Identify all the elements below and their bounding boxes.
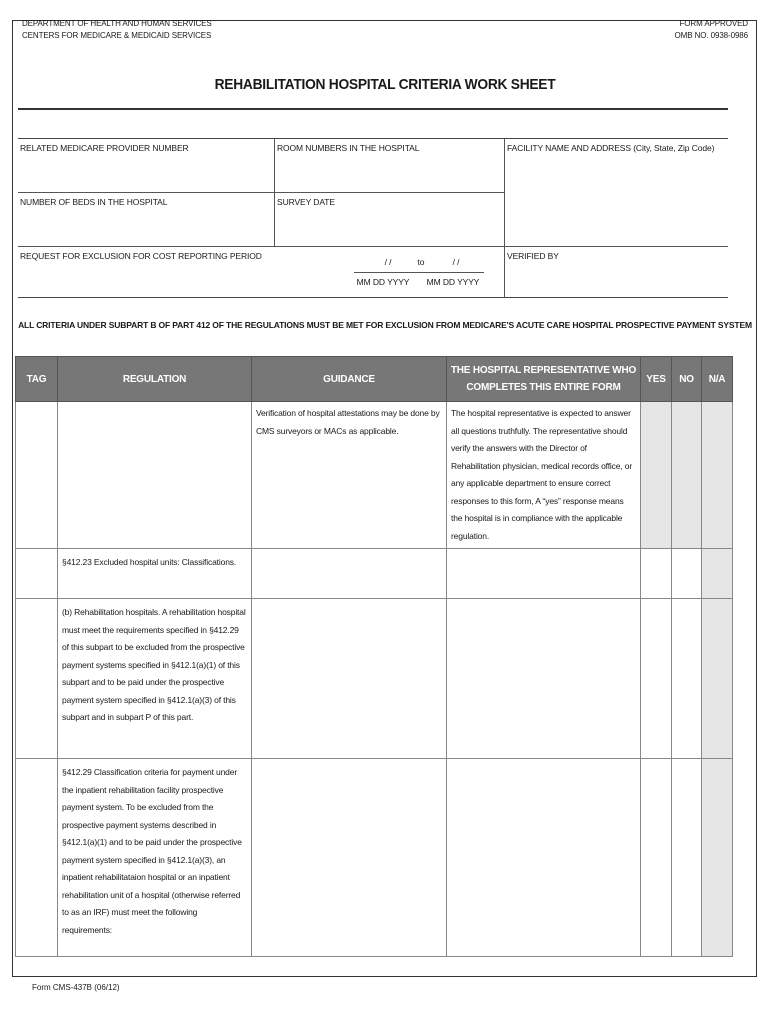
date-format-end: MM DD YYYY bbox=[426, 277, 480, 287]
regulation-cell: §412.29 Classification criteria for payment under the inpatient rehabilitation facility prospective payment system. To be excluded from the prospective payment systems described in §412.1(a)(1) and to be paid under the prospective payment system specified in §412.1(a)(3), an inpatient rehabilitataion hospital or an inpatient rehabilitation unit of a hospital (otherwise referred to as an IRF) must meet the following requirements: bbox=[58, 759, 252, 957]
no-checkbox-cell[interactable] bbox=[672, 599, 702, 759]
no-header: NO bbox=[672, 357, 702, 402]
no-checkbox-cell[interactable] bbox=[672, 402, 702, 549]
criteria-table bbox=[15, 356, 733, 957]
verified-by-label: VERIFIED BY bbox=[507, 251, 559, 261]
tag-cell[interactable] bbox=[16, 549, 58, 599]
table-row bbox=[16, 759, 733, 957]
representative-cell[interactable] bbox=[447, 759, 641, 957]
na-checkbox-cell[interactable] bbox=[702, 402, 733, 549]
agency-line-1: DEPARTMENT OF HEALTH AND HUMAN SERVICES bbox=[22, 19, 212, 28]
yes-header: YES bbox=[641, 357, 672, 402]
exclusion-request-label: REQUEST FOR EXCLUSION FOR COST REPORTING PERIOD bbox=[20, 251, 262, 261]
facility-label: FACILITY NAME AND ADDRESS (City, State, Zip Code) bbox=[507, 143, 715, 153]
yes-checkbox-cell[interactable] bbox=[641, 759, 672, 957]
representative-cell: The hospital representative is expected to answer all questions truthfully. The representative should verify the answers with the Director of Rehabilitation physician, medical records office, or any applicable department to ensure correct responses to this form, A “yes” response means the hospital is in compliance with the applicable regulation. bbox=[447, 402, 641, 549]
guidance-cell: Verification of hospital attestations may be done by CMS surveyors or MACs as applicable. bbox=[252, 402, 447, 549]
yes-checkbox-cell[interactable] bbox=[641, 402, 672, 549]
agency-block bbox=[22, 18, 212, 42]
form-title: REHABILITATION HOSPITAL CRITERIA WORK SHEET bbox=[214, 76, 556, 93]
guidance-cell[interactable] bbox=[252, 759, 447, 957]
representative-header: THE HOSPITAL REPRESENTATIVE WHO COMPLETES THIS ENTIRE FORM bbox=[447, 357, 641, 402]
survey-date-field[interactable] bbox=[275, 193, 504, 246]
approval-line-1: FORM APPROVED bbox=[679, 19, 748, 28]
yes-checkbox-cell[interactable] bbox=[641, 549, 672, 599]
beds-label: NUMBER OF BEDS IN THE HOSPITAL bbox=[20, 197, 168, 207]
approval-block bbox=[675, 18, 748, 42]
survey-date-label: SURVEY DATE bbox=[277, 197, 335, 207]
date-format-start: MM DD YYYY bbox=[356, 277, 410, 287]
representative-cell[interactable] bbox=[447, 599, 641, 759]
provider-number-label: RELATED MEDICARE PROVIDER NUMBER bbox=[20, 143, 189, 153]
tag-cell[interactable] bbox=[16, 599, 58, 759]
guidance-cell[interactable] bbox=[252, 599, 447, 759]
representative-cell[interactable] bbox=[447, 549, 641, 599]
date-to-label: to bbox=[417, 257, 425, 267]
regulation-header: REGULATION bbox=[58, 357, 252, 402]
regulation-cell: (b) Rehabilitation hospitals. A rehabilitation hospital must meet the requirements specified in §412.29 of this subpart to be excluded from the prospective payment systems specified in §412.1(a)(1) of this subpart and to be paid under the prospective payment system specified in §412.1(a)(3) of this subpart and in subpart P of this part. bbox=[58, 599, 252, 759]
form-number: Form CMS-437B (06/12) bbox=[32, 983, 120, 992]
approval-line-2: OMB NO. 0938-0986 bbox=[674, 31, 748, 40]
table-row bbox=[16, 402, 733, 549]
title-divider bbox=[18, 108, 728, 110]
tag-header: TAG bbox=[16, 357, 58, 402]
na-checkbox-cell[interactable] bbox=[702, 759, 733, 957]
na-checkbox-cell[interactable] bbox=[702, 599, 733, 759]
date-end-slashes: / / bbox=[452, 257, 460, 267]
provider-number-field[interactable] bbox=[18, 139, 274, 192]
table-row bbox=[16, 599, 733, 759]
guidance-header: GUIDANCE bbox=[252, 357, 447, 402]
tag-cell[interactable] bbox=[16, 402, 58, 549]
na-checkbox-cell[interactable] bbox=[702, 549, 733, 599]
agency-line-2: CENTERS FOR MEDICARE & MEDICAID SERVICES bbox=[22, 31, 212, 40]
regulation-cell bbox=[58, 402, 252, 549]
tag-cell[interactable] bbox=[16, 759, 58, 957]
guidance-cell[interactable] bbox=[252, 549, 447, 599]
verified-by-field[interactable] bbox=[505, 247, 728, 298]
table-row bbox=[16, 549, 733, 599]
table-header-row bbox=[16, 357, 733, 402]
facility-field[interactable] bbox=[505, 139, 728, 246]
na-header: N/A bbox=[702, 357, 733, 402]
info-section bbox=[18, 138, 728, 298]
room-numbers-field[interactable] bbox=[275, 139, 504, 192]
beds-field[interactable] bbox=[18, 193, 274, 246]
room-numbers-label: ROOM NUMBERS IN THE HOSPITAL bbox=[277, 143, 420, 153]
no-checkbox-cell[interactable] bbox=[672, 549, 702, 599]
criteria-statement: ALL CRITERIA UNDER SUBPART B OF PART 412 OF THE REGULATIONS MUST BE MET FOR EXCLUSION FROM MEDICARE'S ACUTE CARE HOSPITAL PROSPECTIVE PAYMENT SYSTEM bbox=[18, 320, 752, 330]
date-start-slashes: / / bbox=[384, 257, 392, 267]
regulation-cell: §412.23 Excluded hospital units: Classifications. bbox=[58, 549, 252, 599]
no-checkbox-cell[interactable] bbox=[672, 759, 702, 957]
yes-checkbox-cell[interactable] bbox=[641, 599, 672, 759]
